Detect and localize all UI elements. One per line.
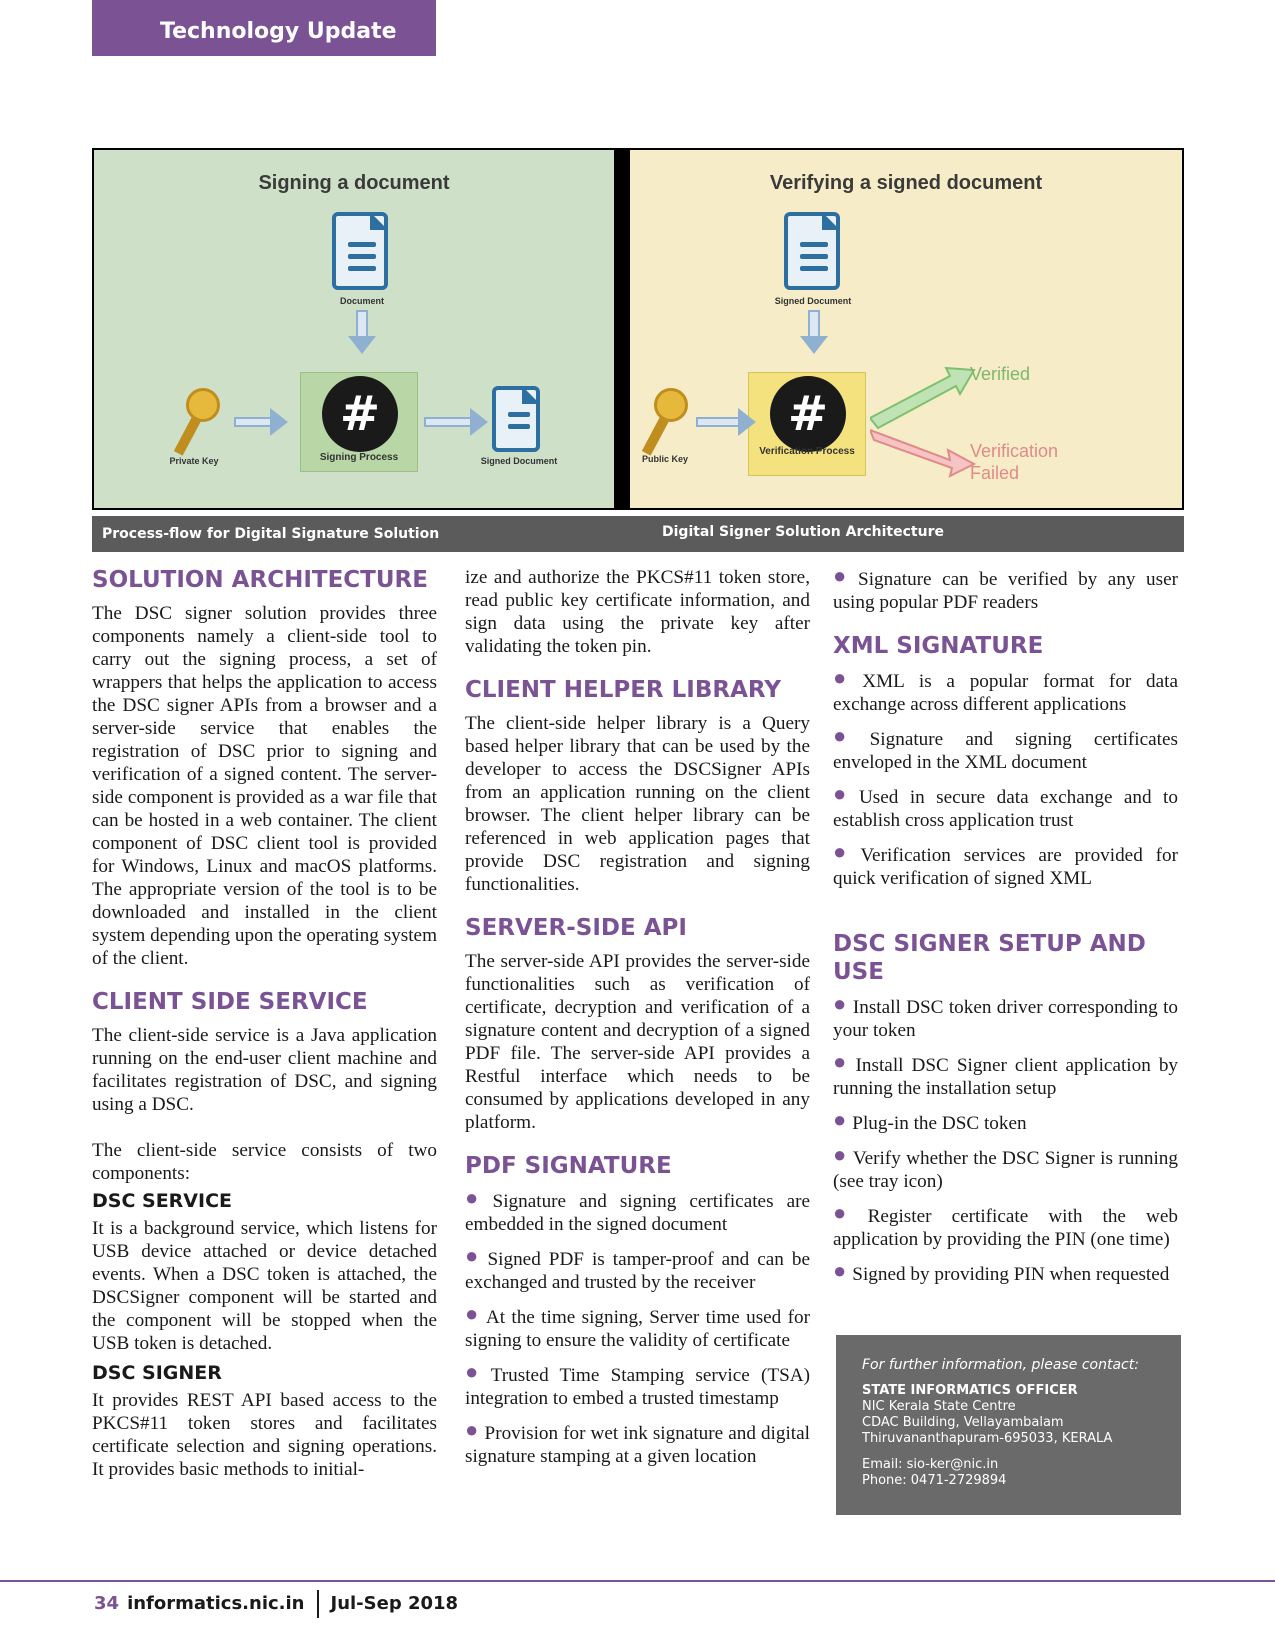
section-tag [92,0,436,56]
hash-icon: # [322,376,398,452]
contact-line-1: NIC Kerala State Centre [862,1399,1016,1414]
pdf-bullet-text: At the time signing, Server time used for signing to ensure the validity of certificate [465,1307,810,1351]
footer-site: informatics.nic.in [127,1593,305,1614]
heading-dsc-service: DSC SERVICE [92,1190,233,1212]
bullet-icon: ● [465,1301,480,1326]
pdf-bullet [833,563,1178,614]
document-label: Document [339,296,384,306]
signing-panel-title: Signing a document [258,172,450,194]
pdf-bullet [465,1359,810,1410]
bullet-icon: ● [833,1049,850,1074]
signed-document-icon [784,212,840,290]
setup-bullet [833,1142,1178,1193]
heading-server-side-api: SERVER-SIDE API [465,915,687,941]
bullet-icon: ● [465,1243,482,1268]
contact-box [836,1335,1181,1515]
bullet-icon: ● [465,1417,479,1442]
paragraph-solution: The DSC signer solution provides three components namely a client-side tool to carry out the signing process, a set of wrappers that helps the application to access the DSC signer APIs from a browser and a server-side service that enables the registration of DSC prior to signing and verification of a signed content. The server-side component is provided as a war file that can be hosted in a web container. The client component of DSC client tool is provided for Windows, Linux and macOS platforms. The appropriate version of the tool is to be downloaded and installed in the client system depending upon the operating system of the client. [92,603,437,969]
caption-right: Digital Signer Solution Architecture [662,524,944,540]
xml-bullet-text: XML is a popular format for data exchange across different applications [833,671,1178,715]
bullet-icon: ● [833,1258,847,1283]
bullet-icon: ● [833,1200,862,1225]
result-arrows-icon [870,360,980,480]
hash-icon: # [770,376,846,452]
footer [94,1590,458,1618]
pdf-bullet [465,1417,810,1468]
setup-bullet [833,1200,1178,1251]
pdf-bullet [465,1185,810,1236]
signing-process-label: Signing Process [319,452,399,463]
pdf-bullet-text: Signature can be verified by any user using popular PDF readers [833,569,1178,613]
heading-dsc-signer: DSC SIGNER [92,1362,222,1384]
bullet-icon: ● [833,1142,847,1167]
bullet-icon: ● [465,1185,487,1210]
footer-rule [0,1580,1275,1582]
document-icon [332,212,388,290]
pdf-bullet-text: Trusted Time Stamping service (TSA) integration to embed a trusted timestamp [465,1365,810,1409]
verifying-panel [630,150,1182,508]
setup-bullet-text: Plug-in the DSC token [852,1113,1027,1134]
xml-bullet-text: Used in secure data exchange and to establish cross application trust [833,787,1178,831]
paragraph-client-side-2: The client-side service consists of two components: [92,1140,437,1184]
setup-bullet [833,1107,1178,1135]
setup-bullet-text: Register certificate with the web application by providing the PIN (one time) [833,1206,1178,1250]
signed-document-label-right: Signed Document [774,296,852,306]
xml-bullet [833,781,1178,832]
contact-intro: For further information, please contact: [862,1357,1139,1373]
column-2 [465,566,810,1468]
page-number: 34 [94,1593,120,1614]
xml-bullet-text: Signature and signing certificates enveloped in the XML document [833,729,1178,773]
signing-panel [94,150,614,508]
footer-separator [317,1590,319,1618]
pdf-bullet-text: Signed PDF is tamper-proof and can be exchanged and trusted by the receiver [465,1249,810,1293]
heading-solution-architecture: SOLUTION ARCHITECTURE [92,567,428,593]
xml-bullet [833,723,1178,774]
verifying-panel-title: Verifying a signed document [769,172,1043,194]
setup-bullet [833,991,1178,1042]
xml-bullet-text: Verification services are provided for quick verification of signed XML [833,845,1178,889]
paragraph-server: The server-side API provides the server-side functionalities such as verification of certificate, decryption and verification of a signature content and decryption of a signed PDF file. The server-side API provides a Restful interface which needs to be consumed by applications developed in any platform. [465,951,810,1133]
contact-line-2: CDAC Building, Vellayambalam [862,1415,1064,1430]
paragraph-dsc-signer-cont: ize and authorize the PKCS#11 token store, read public key certificate information, and sign data using the private key after validating the token pin. [465,567,810,657]
setup-bullet-text: Verify whether the DSC Signer is running (see tray icon) [833,1148,1178,1192]
contact-phone: Phone: 0471-2729894 [862,1473,1007,1488]
contact-email: Email: sio-ker@nic.in [862,1457,999,1472]
setup-bullet [833,1049,1179,1100]
xml-bullet [833,665,1178,716]
pdf-bullet [465,1243,810,1294]
verified-label: Verified [970,364,1031,384]
bullet-icon: ● [833,563,853,588]
setup-bullet-text: Install DSC Signer client application by running the installation setup [833,1055,1179,1099]
paragraph-dsc-service: It is a background service, which listens for USB device attached or device detached events. When a DSC token is attached, the DSCSigner component will be started and the component will be stopped when the USB token is detached. [92,1218,437,1354]
signed-document-label: Signed Document [480,456,558,466]
bullet-icon: ● [833,1107,847,1132]
column-1 [92,566,437,1481]
bullet-icon: ● [833,781,853,806]
heading-client-side-service: CLIENT SIDE SERVICE [92,989,368,1015]
xml-bullet [833,839,1178,890]
verification-failed-label: Verification Failed [970,441,1059,483]
paragraph-client-side-1: The client-side service is a Java application running on the end-user client machine and facilitates registration of DSC, and signing using a DSC. [92,1025,437,1115]
process-flow-figure [92,148,1184,510]
footer-issue: Jul-Sep 2018 [330,1593,459,1614]
bullet-icon: ● [833,723,864,748]
paragraph-dsc-signer: It provides REST API based access to the PKCS#11 token stores and facilitates certificate selection and signing operations. It provides basic methods to initial- [92,1390,437,1480]
bullet-icon: ● [833,991,847,1016]
pdf-bullet-text: Provision for wet ink signature and digital signature stamping at a given location [465,1423,810,1467]
contact-line-3: Thiruvananthapuram-695033, KERALA [862,1431,1113,1446]
setup-bullet-text: Install DSC token driver corresponding to your token [833,997,1178,1041]
pdf-bullet [465,1301,810,1352]
heading-pdf-signature: PDF SIGNATURE [465,1153,672,1179]
heading-xml-signature: XML SIGNATURE [833,633,1044,659]
column-3 [833,563,1179,1286]
bullet-icon: ● [833,839,855,864]
bullet-icon: ● [465,1359,485,1384]
heading-dsc-signer-setup: DSC SIGNER SETUP AND USE [833,931,1146,985]
figure-caption-bar [92,516,1184,552]
bullet-icon: ● [833,665,857,690]
caption-left: Process-flow for Digital Signature Solution [102,526,440,542]
pdf-bullet-text: Signature and signing certificates are embedded in the signed document [465,1191,810,1235]
section-tag-label: Technology Update [160,19,397,44]
private-key-label: Private Key [169,456,219,466]
heading-client-helper-library: CLIENT HELPER LIBRARY [465,677,782,703]
setup-bullet-text: Signed by providing PIN when requested [852,1264,1170,1285]
verification-process-label: Verification Process [759,446,855,457]
setup-bullet [833,1258,1178,1286]
paragraph-helper: The client-side helper library is a Query based helper library that can be used by the developer to access the DSCSigner APIs from an application running on the client browser. The client helper library can be referenced in web application pages that provide DSC registration and signing functionalities. [465,713,810,895]
signed-document-icon [492,386,540,452]
contact-officer: STATE INFORMATICS OFFICER [862,1383,1078,1398]
public-key-label: Public Key [641,454,688,464]
